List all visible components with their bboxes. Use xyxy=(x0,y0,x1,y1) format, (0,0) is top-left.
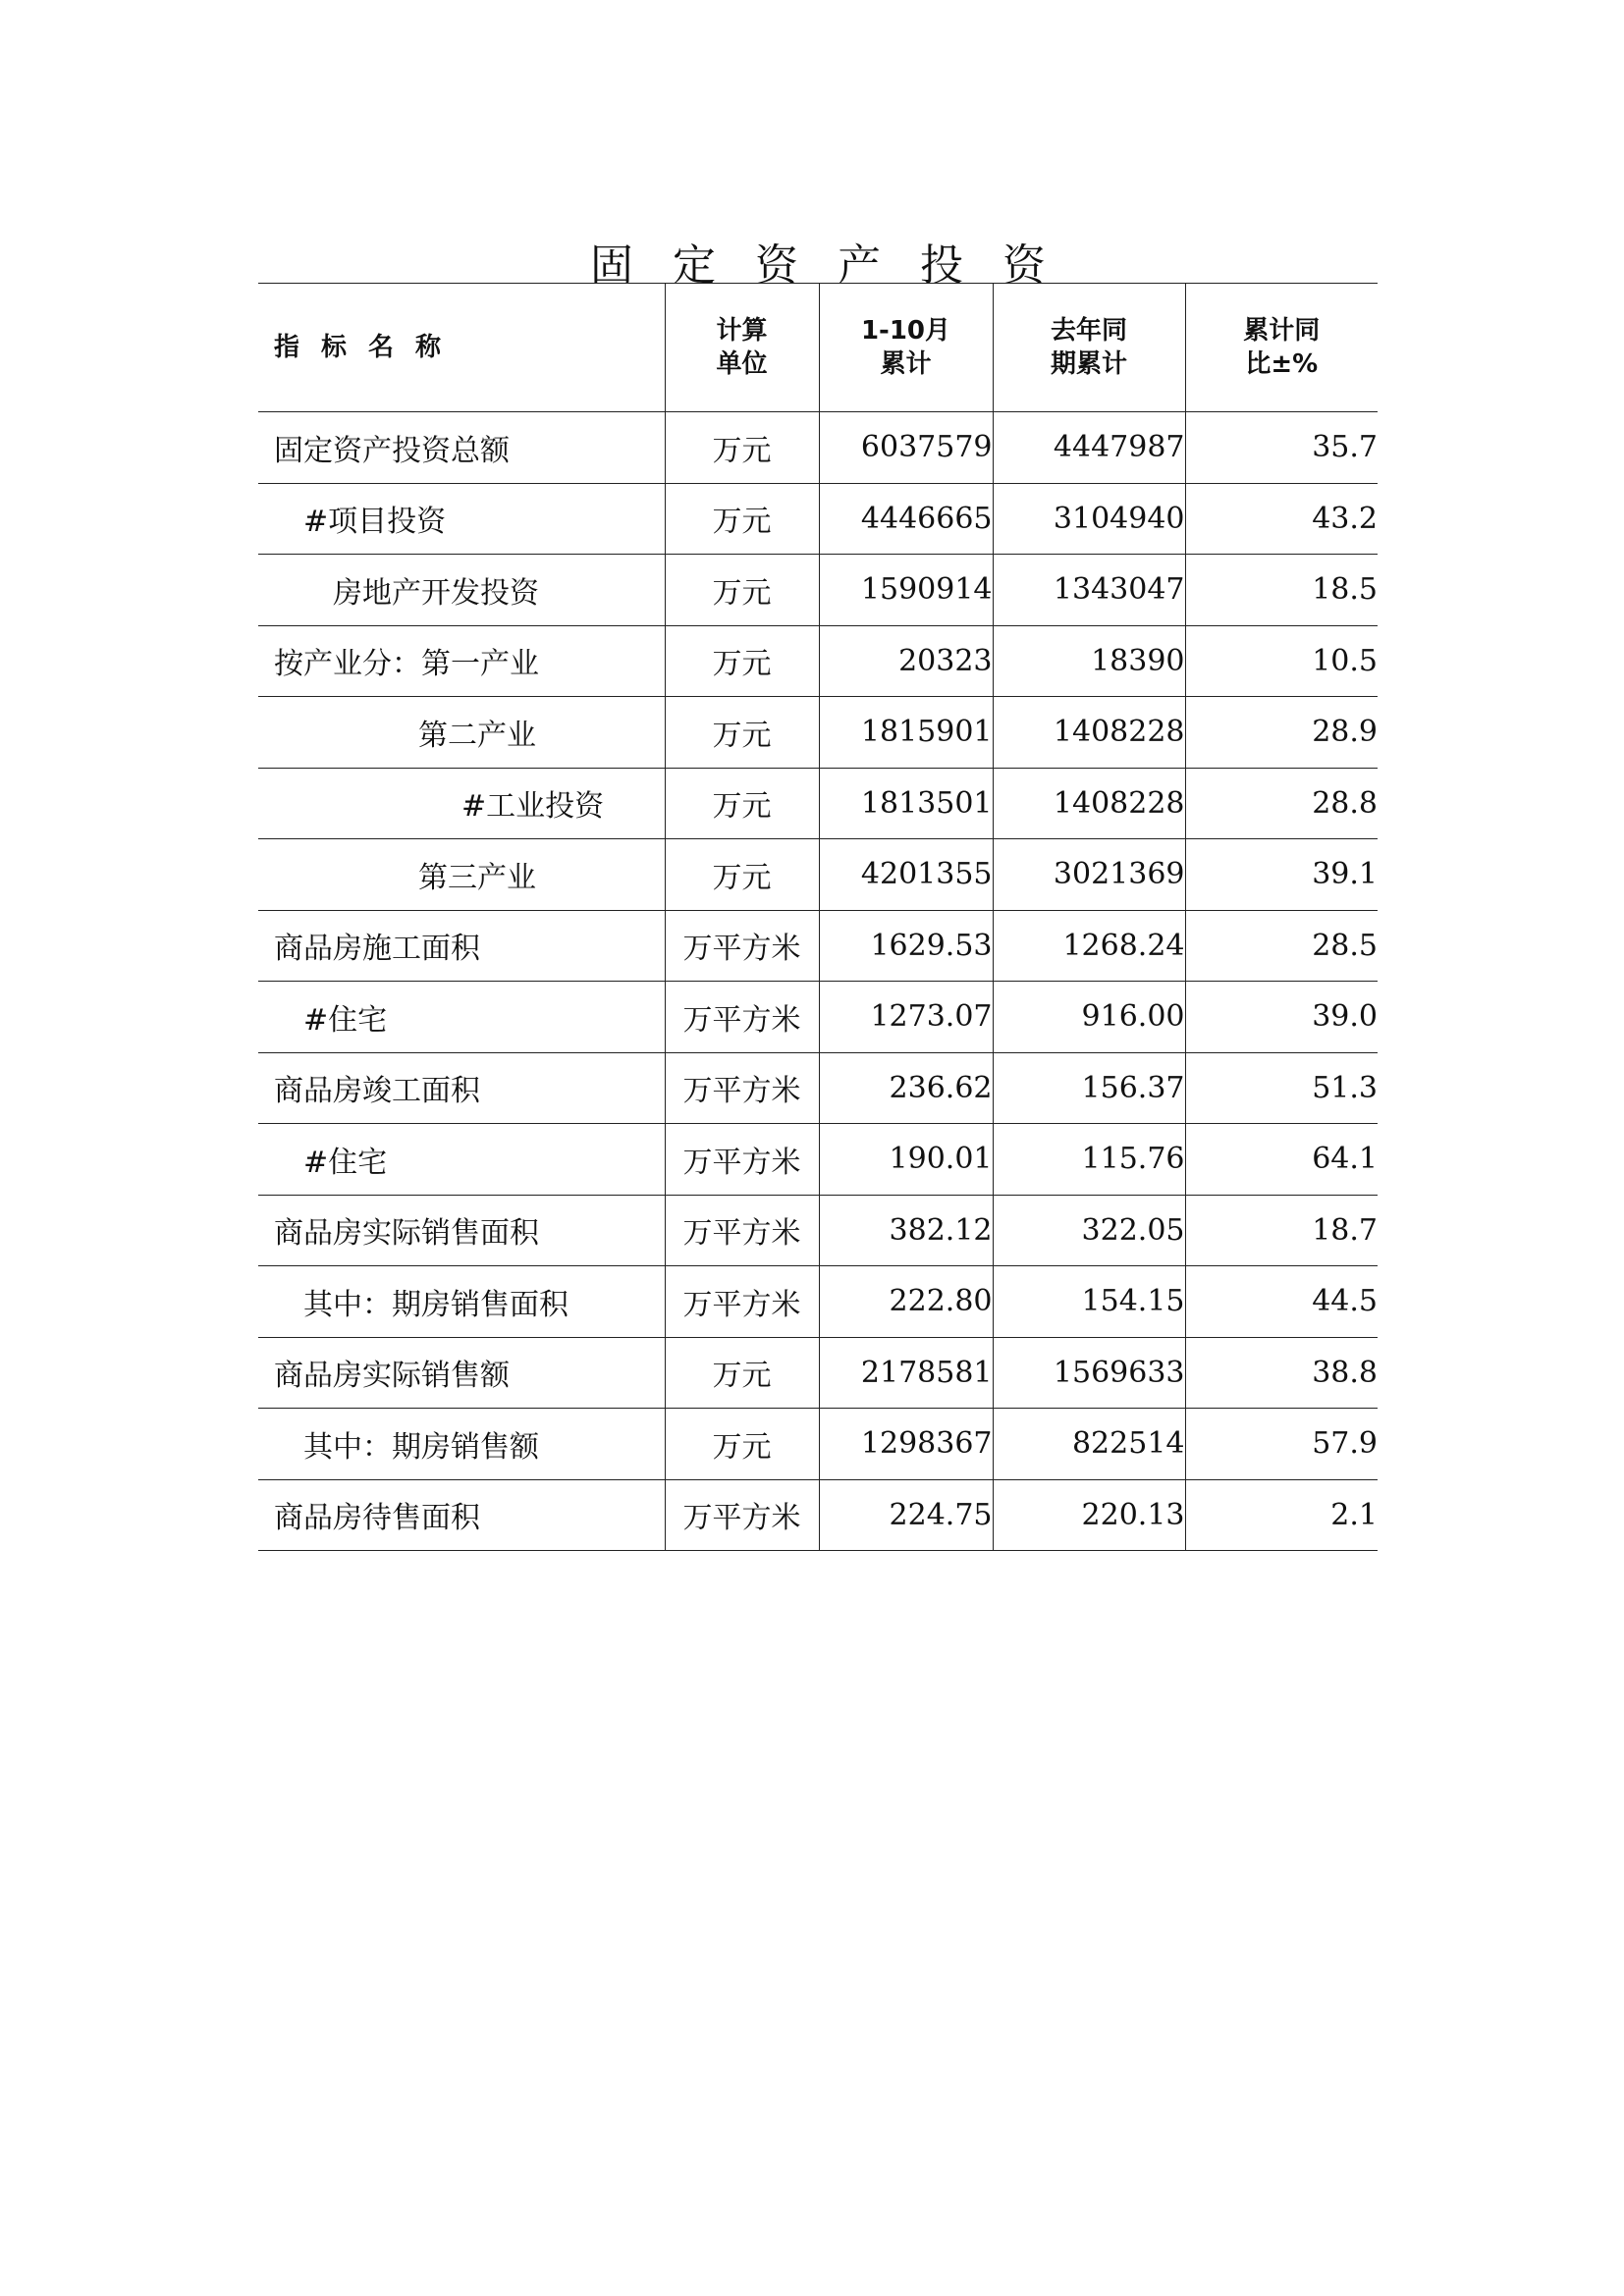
growth-rate-cell: 39.1 xyxy=(1185,839,1378,911)
last-year-cumulative-cell: 916.00 xyxy=(993,982,1185,1053)
table-row xyxy=(258,1195,1378,1266)
growth-rate-cell: 35.7 xyxy=(1185,412,1378,484)
current-cumulative-cell: 4446665 xyxy=(819,483,993,555)
table-row xyxy=(258,1052,1378,1124)
table-row xyxy=(258,483,1378,555)
current-cumulative-cell: 224.75 xyxy=(819,1479,993,1551)
indicator-name-cell: 房地产开发投资 xyxy=(258,555,665,626)
header-growth-line-2: 比±% xyxy=(1245,349,1319,379)
table-row xyxy=(258,982,1378,1053)
last-year-cumulative-cell: 1268.24 xyxy=(993,910,1185,982)
current-cumulative-cell: 1629.53 xyxy=(819,910,993,982)
growth-rate-cell: 43.2 xyxy=(1185,483,1378,555)
unit-cell: 万元 xyxy=(665,1337,819,1409)
header-unit xyxy=(665,284,819,412)
current-cumulative-cell: 1273.07 xyxy=(819,982,993,1053)
last-year-cumulative-cell: 18390 xyxy=(993,625,1185,697)
growth-rate-cell: 28.9 xyxy=(1185,697,1378,769)
growth-rate-cell: 28.5 xyxy=(1185,910,1378,982)
unit-cell: 万平方米 xyxy=(665,982,819,1053)
last-year-cumulative-cell: 322.05 xyxy=(993,1195,1185,1266)
growth-rate-cell: 51.3 xyxy=(1185,1052,1378,1124)
header-row xyxy=(258,284,1378,412)
last-year-cumulative-cell: 3104940 xyxy=(993,483,1185,555)
growth-rate-cell: 10.5 xyxy=(1185,625,1378,697)
indicator-name-cell: #住宅 xyxy=(258,982,665,1053)
last-year-cumulative-cell: 220.13 xyxy=(993,1479,1185,1551)
current-cumulative-cell: 1590914 xyxy=(819,555,993,626)
indicator-name-cell: 固定资产投资总额 xyxy=(258,412,665,484)
current-cumulative-cell: 222.80 xyxy=(819,1266,993,1338)
table-row xyxy=(258,697,1378,769)
unit-cell: 万平方米 xyxy=(665,1266,819,1338)
last-year-cumulative-cell: 4447987 xyxy=(993,412,1185,484)
growth-rate-cell: 18.5 xyxy=(1185,555,1378,626)
unit-cell: 万平方米 xyxy=(665,1052,819,1124)
indicator-name-cell: #项目投资 xyxy=(258,483,665,555)
current-cumulative-cell: 382.12 xyxy=(819,1195,993,1266)
last-year-cumulative-cell: 156.37 xyxy=(993,1052,1185,1124)
unit-cell: 万平方米 xyxy=(665,1195,819,1266)
indicator-name-cell: 商品房施工面积 xyxy=(258,910,665,982)
indicator-name-cell: 商品房竣工面积 xyxy=(258,1052,665,1124)
unit-cell: 万平方米 xyxy=(665,910,819,982)
unit-cell: 万元 xyxy=(665,412,819,484)
header-current-cumulative xyxy=(819,284,993,412)
unit-cell: 万平方米 xyxy=(665,1479,819,1551)
indicator-name-cell: 其中：期房销售面积 xyxy=(258,1266,665,1338)
indicator-name-cell: 按产业分：第一产业 xyxy=(258,625,665,697)
unit-cell: 万元 xyxy=(665,483,819,555)
header-unit-line-1: 计算 xyxy=(716,316,768,346)
last-year-cumulative-cell: 115.76 xyxy=(993,1124,1185,1196)
growth-rate-cell: 2.1 xyxy=(1185,1479,1378,1551)
statistics-table xyxy=(258,283,1378,1551)
unit-cell: 万元 xyxy=(665,768,819,839)
header-unit-line-2: 单位 xyxy=(716,349,768,379)
current-cumulative-cell: 1298367 xyxy=(819,1409,993,1480)
last-year-cumulative-cell: 3021369 xyxy=(993,839,1185,911)
header-growth-rate xyxy=(1185,284,1378,412)
indicator-name-cell: 商品房待售面积 xyxy=(258,1479,665,1551)
last-year-cumulative-cell: 822514 xyxy=(993,1409,1185,1480)
table-row xyxy=(258,910,1378,982)
last-year-cumulative-cell: 1569633 xyxy=(993,1337,1185,1409)
table-row xyxy=(258,839,1378,911)
indicator-name-cell: #住宅 xyxy=(258,1124,665,1196)
table-row xyxy=(258,1337,1378,1409)
unit-cell: 万元 xyxy=(665,1409,819,1480)
current-cumulative-cell: 4201355 xyxy=(819,839,993,911)
table-row xyxy=(258,412,1378,484)
table-header xyxy=(258,284,1378,412)
current-cumulative-cell: 190.01 xyxy=(819,1124,993,1196)
table-row xyxy=(258,1266,1378,1338)
indicator-name-cell: 第三产业 xyxy=(258,839,665,911)
growth-rate-cell: 44.5 xyxy=(1185,1266,1378,1338)
table-row xyxy=(258,1124,1378,1196)
current-cumulative-cell: 1815901 xyxy=(819,697,993,769)
header-last-year-cumulative xyxy=(993,284,1185,412)
current-cumulative-cell: 2178581 xyxy=(819,1337,993,1409)
unit-cell: 万元 xyxy=(665,697,819,769)
header-last-year-line-1: 去年同 xyxy=(1050,316,1127,346)
header-last-year-line-2: 期累计 xyxy=(1050,349,1127,379)
growth-rate-cell: 39.0 xyxy=(1185,982,1378,1053)
header-current-line-1: 1-10月 xyxy=(860,316,951,346)
last-year-cumulative-cell: 1408228 xyxy=(993,768,1185,839)
indicator-name-cell: 商品房实际销售额 xyxy=(258,1337,665,1409)
growth-rate-cell: 28.8 xyxy=(1185,768,1378,839)
growth-rate-cell: 38.8 xyxy=(1185,1337,1378,1409)
unit-cell: 万元 xyxy=(665,625,819,697)
table-body xyxy=(258,412,1378,1551)
current-cumulative-cell: 20323 xyxy=(819,625,993,697)
unit-cell: 万元 xyxy=(665,839,819,911)
table-row xyxy=(258,1479,1378,1551)
indicator-name-cell: #工业投资 xyxy=(258,768,665,839)
table-row xyxy=(258,625,1378,697)
last-year-cumulative-cell: 1343047 xyxy=(993,555,1185,626)
last-year-cumulative-cell: 1408228 xyxy=(993,697,1185,769)
current-cumulative-cell: 236.62 xyxy=(819,1052,993,1124)
current-cumulative-cell: 1813501 xyxy=(819,768,993,839)
table-row xyxy=(258,1409,1378,1480)
growth-rate-cell: 18.7 xyxy=(1185,1195,1378,1266)
unit-cell: 万元 xyxy=(665,555,819,626)
header-growth-line-1: 累计同 xyxy=(1243,316,1321,346)
unit-cell: 万平方米 xyxy=(665,1124,819,1196)
indicator-name-cell: 第二产业 xyxy=(258,697,665,769)
header-indicator-name: 指标名称 xyxy=(258,284,665,412)
last-year-cumulative-cell: 154.15 xyxy=(993,1266,1185,1338)
current-cumulative-cell: 6037579 xyxy=(819,412,993,484)
indicator-name-cell: 商品房实际销售面积 xyxy=(258,1195,665,1266)
growth-rate-cell: 57.9 xyxy=(1185,1409,1378,1480)
table-row xyxy=(258,555,1378,626)
header-current-line-2: 累计 xyxy=(880,349,932,379)
page-title: 固定资产投资 xyxy=(590,240,1085,292)
table-row xyxy=(258,768,1378,839)
growth-rate-cell: 64.1 xyxy=(1185,1124,1378,1196)
indicator-name-cell: 其中：期房销售额 xyxy=(258,1409,665,1480)
